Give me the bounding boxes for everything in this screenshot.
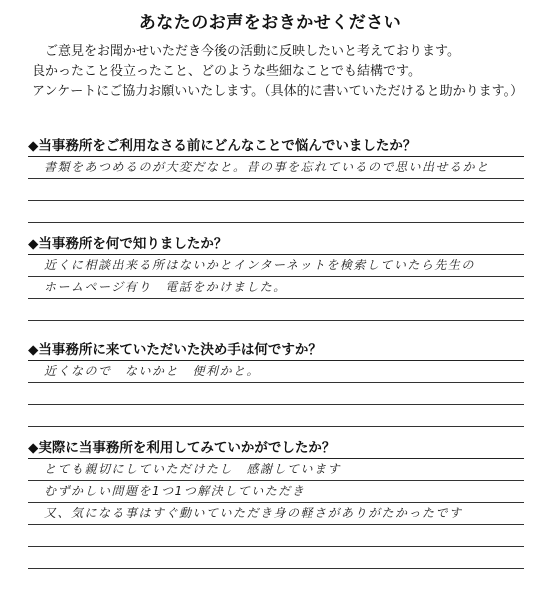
answer-line[interactable]: むずかしい問題を1つ1つ解決していただき [28, 481, 524, 503]
question-label: ◆実際に当事務所を利用してみていかがでしたか？ [28, 440, 336, 456]
answer-line[interactable] [28, 179, 524, 201]
question-section-deciding-factor [28, 340, 524, 427]
question-section-worries [28, 136, 524, 223]
answer-line[interactable] [28, 525, 524, 547]
answer-line[interactable] [28, 299, 524, 321]
answer-line[interactable] [28, 201, 524, 223]
question-label: ◆当事務所に来ていただいた決め手は何ですか？ [28, 342, 322, 358]
answer-lines [28, 156, 524, 223]
form-title: あなたのお声をおきかせください [138, 13, 402, 33]
answer-line[interactable]: ホームページ有り 電話をかけました。 [28, 277, 524, 299]
answer-lines [28, 360, 524, 427]
answer-lines [28, 458, 524, 569]
answer-line[interactable]: 近くなので ないかと 便利かと。 [28, 361, 524, 383]
answer-line[interactable]: 又、気になる事はすぐ動いていただき身の軽さがありがたかったです [28, 503, 524, 525]
question-section-discovery [28, 234, 524, 321]
question-section-experience [28, 438, 524, 569]
answer-line[interactable]: とても親切にしていただけたし 感謝しています [28, 459, 524, 481]
answer-line[interactable] [28, 383, 524, 405]
answer-line[interactable] [28, 547, 524, 569]
intro-line: 良かったこと役立ったこと、どのような些細なことでも結構です。 [32, 64, 421, 79]
intro-text [32, 42, 532, 102]
intro-line: ご意見をお聞かせいただき今後の活動に反映したいと考えております。 [45, 44, 460, 59]
answer-line[interactable] [28, 405, 524, 427]
question-label: ◆当事務所をご利用なさる前にどんなことで悩んでいましたか？ [28, 138, 417, 154]
answer-line[interactable]: 書類をあつめるのが大変だなと。昔の事を忘れているので思い出せるかと [28, 157, 524, 179]
answer-line[interactable]: 近くに相談出来る所はないかとインターネットを検索していたら先生の [28, 255, 524, 277]
intro-line: アンケートにご協力お願いいたします。（具体的に書いていただけると助かります。） [32, 84, 524, 99]
question-label: ◆当事務所を何で知りましたか？ [28, 236, 228, 252]
answer-lines [28, 254, 524, 321]
